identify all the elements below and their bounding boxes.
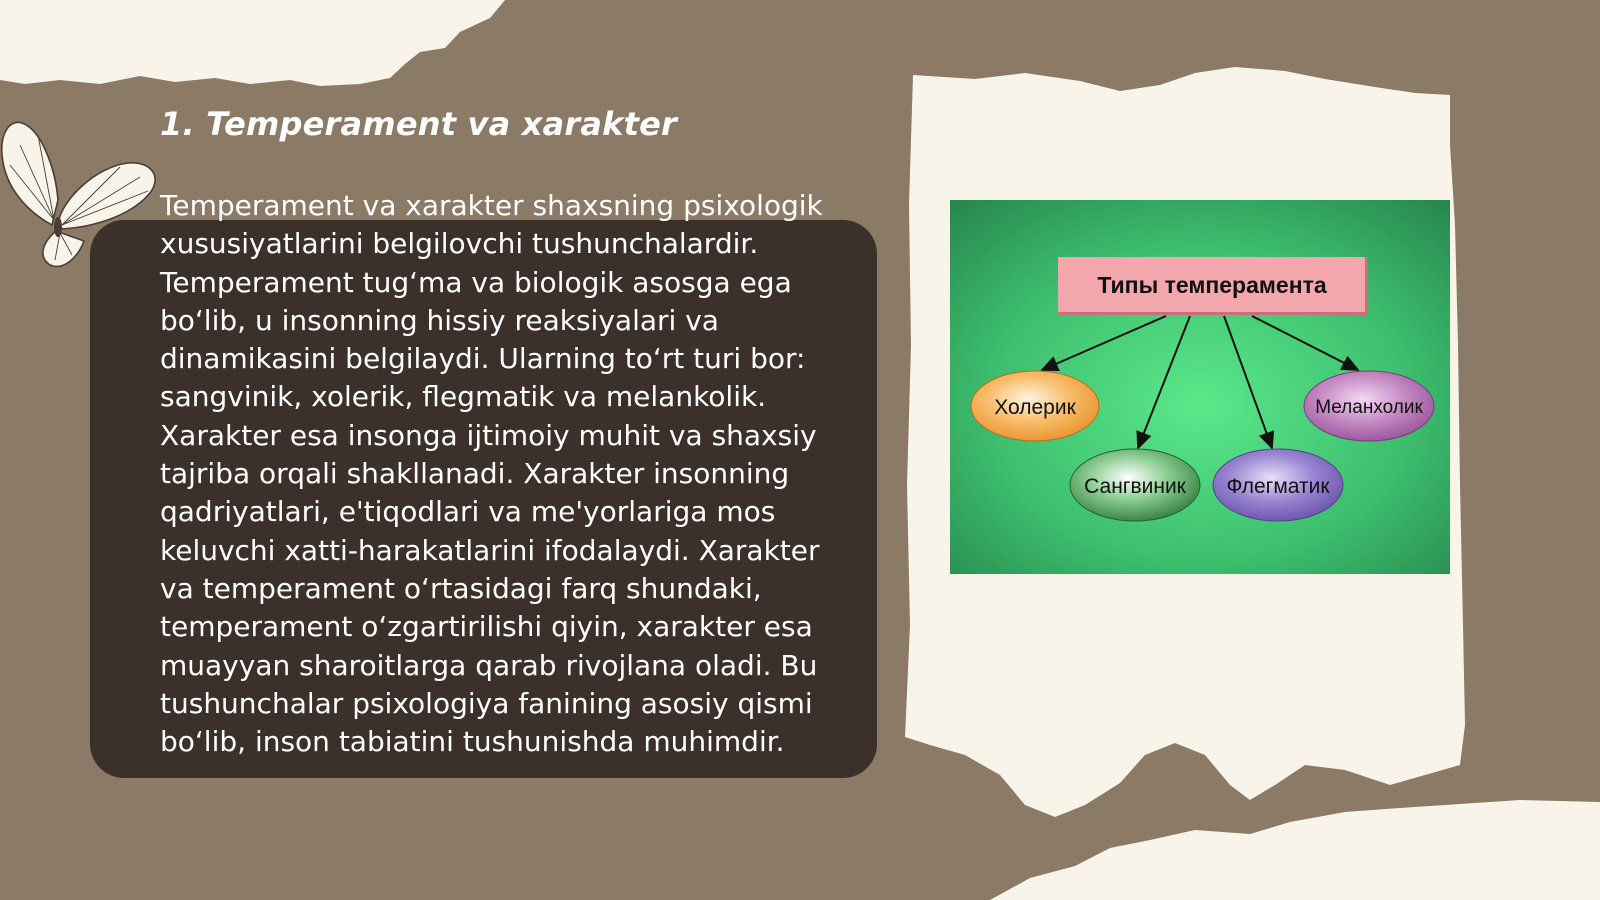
node-choleric <box>971 371 1099 441</box>
node-sanguine-label: Сангвиник <box>1084 475 1186 498</box>
slide-title: 1. Temperament va xarakter <box>160 105 678 143</box>
diagram-title: Типы темперамента <box>1097 272 1327 298</box>
diagram-title-box <box>1058 257 1368 315</box>
node-melancholic-label: Меланхолик <box>1315 397 1423 418</box>
node-melancholic <box>1304 371 1434 441</box>
torn-paper-top-left <box>0 0 560 100</box>
node-sanguine <box>1070 449 1200 521</box>
temperament-diagram <box>950 200 1450 574</box>
node-phlegmatic-label: Флегматик <box>1226 475 1330 498</box>
node-choleric-label: Холерик <box>994 396 1076 419</box>
slide-body-text: Temperament va xarakter shaxsning psixologik xususiyatlarini belgilovchi tushunchalardir. Temperament tug‘ma va biologik asosga ega bo‘lib, u insonning hissiy reaksiyalari va dinamikasini belgilaydi. Ularning to‘rt turi bor: sangvinik, xolerik, flegmatik va melankolik. Xarakter esa insonga ijtimoiy muhit va shaxsiy tajriba orqali shakllanadi. Xarakter insonning qadriyatlari, e'tiqodlari va me'yorlariga mos keluvchi xatti-harakatlarini ifodalaydi. Xarakter va temperament o‘rtasidagi farq shundaki, temperament o‘zgartirilishi qiyin, xarakter esa muayyan sharoitlarga qarab rivojlana oladi. Bu tushunchalar psixologiya fanining asosiy qismi bo‘lib, inson tabiatini tushunishda muhimdir. <box>160 189 823 759</box>
node-phlegmatic <box>1213 449 1343 521</box>
